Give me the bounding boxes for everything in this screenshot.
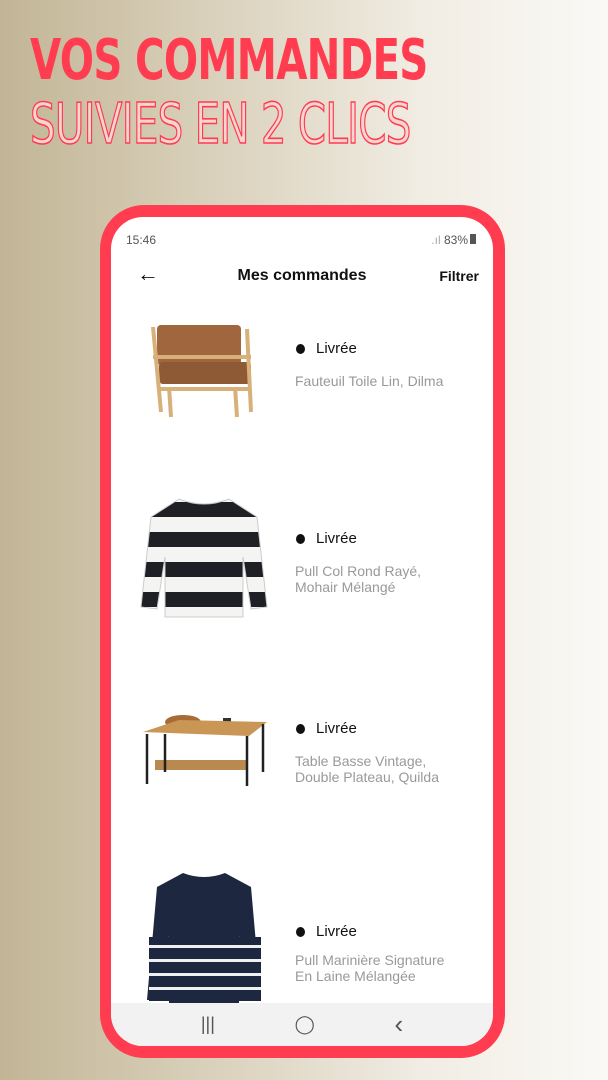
navy-sweater-image [139,865,269,1015]
status-label: Livrée [316,530,357,547]
page-title: Mes commandes [237,267,367,284]
order-item[interactable] [111,312,493,502]
home-icon[interactable]: ◯ [294,1014,315,1034]
status-label: Livrée [316,923,357,940]
order-item[interactable] [111,502,493,692]
recent-apps-icon[interactable]: ||| [200,1014,215,1034]
battery-icon [470,234,476,244]
order-status [296,923,357,940]
order-status [296,720,357,737]
system-nav-bar [111,1003,493,1046]
status-label: Livrée [316,720,357,737]
striped-sweater-image [139,487,269,637]
status-dot-icon [296,534,305,544]
battery-level: 83% [443,233,468,247]
status-dot-icon [296,724,305,734]
armchair-image [139,317,269,447]
signal-icon: .ıl [431,233,444,247]
order-item[interactable] [111,692,493,882]
phone-frame [100,205,505,1058]
order-name: Pull Col Rond Rayé, Mohair Mélangé [295,563,422,595]
order-name: Pull Marinière Signature En Laine Mélangée [295,952,445,984]
status-dot-icon [296,927,305,937]
status-time: 15:46 [126,233,157,247]
headline-line1: VOS COMMANDES [30,28,428,93]
back-icon[interactable]: ‹ [394,1009,404,1039]
filter-button[interactable]: Filtrer [439,268,479,284]
order-status [296,530,357,547]
app-bar [111,261,493,291]
status-bar [126,233,476,247]
coffee-table-image [139,692,269,822]
status-right [431,233,476,247]
phone-screen [111,217,493,1046]
status-label: Livrée [316,340,357,357]
headline-line2: SUIVIES EN 2 CLICS [30,92,411,157]
status-dot-icon [296,344,305,354]
order-name: Fauteuil Toile Lin, Dilma [295,373,444,389]
order-status [296,340,357,357]
back-arrow-icon[interactable]: ← [137,261,159,286]
order-name: Table Basse Vintage, Double Plateau, Quilda [295,753,439,785]
